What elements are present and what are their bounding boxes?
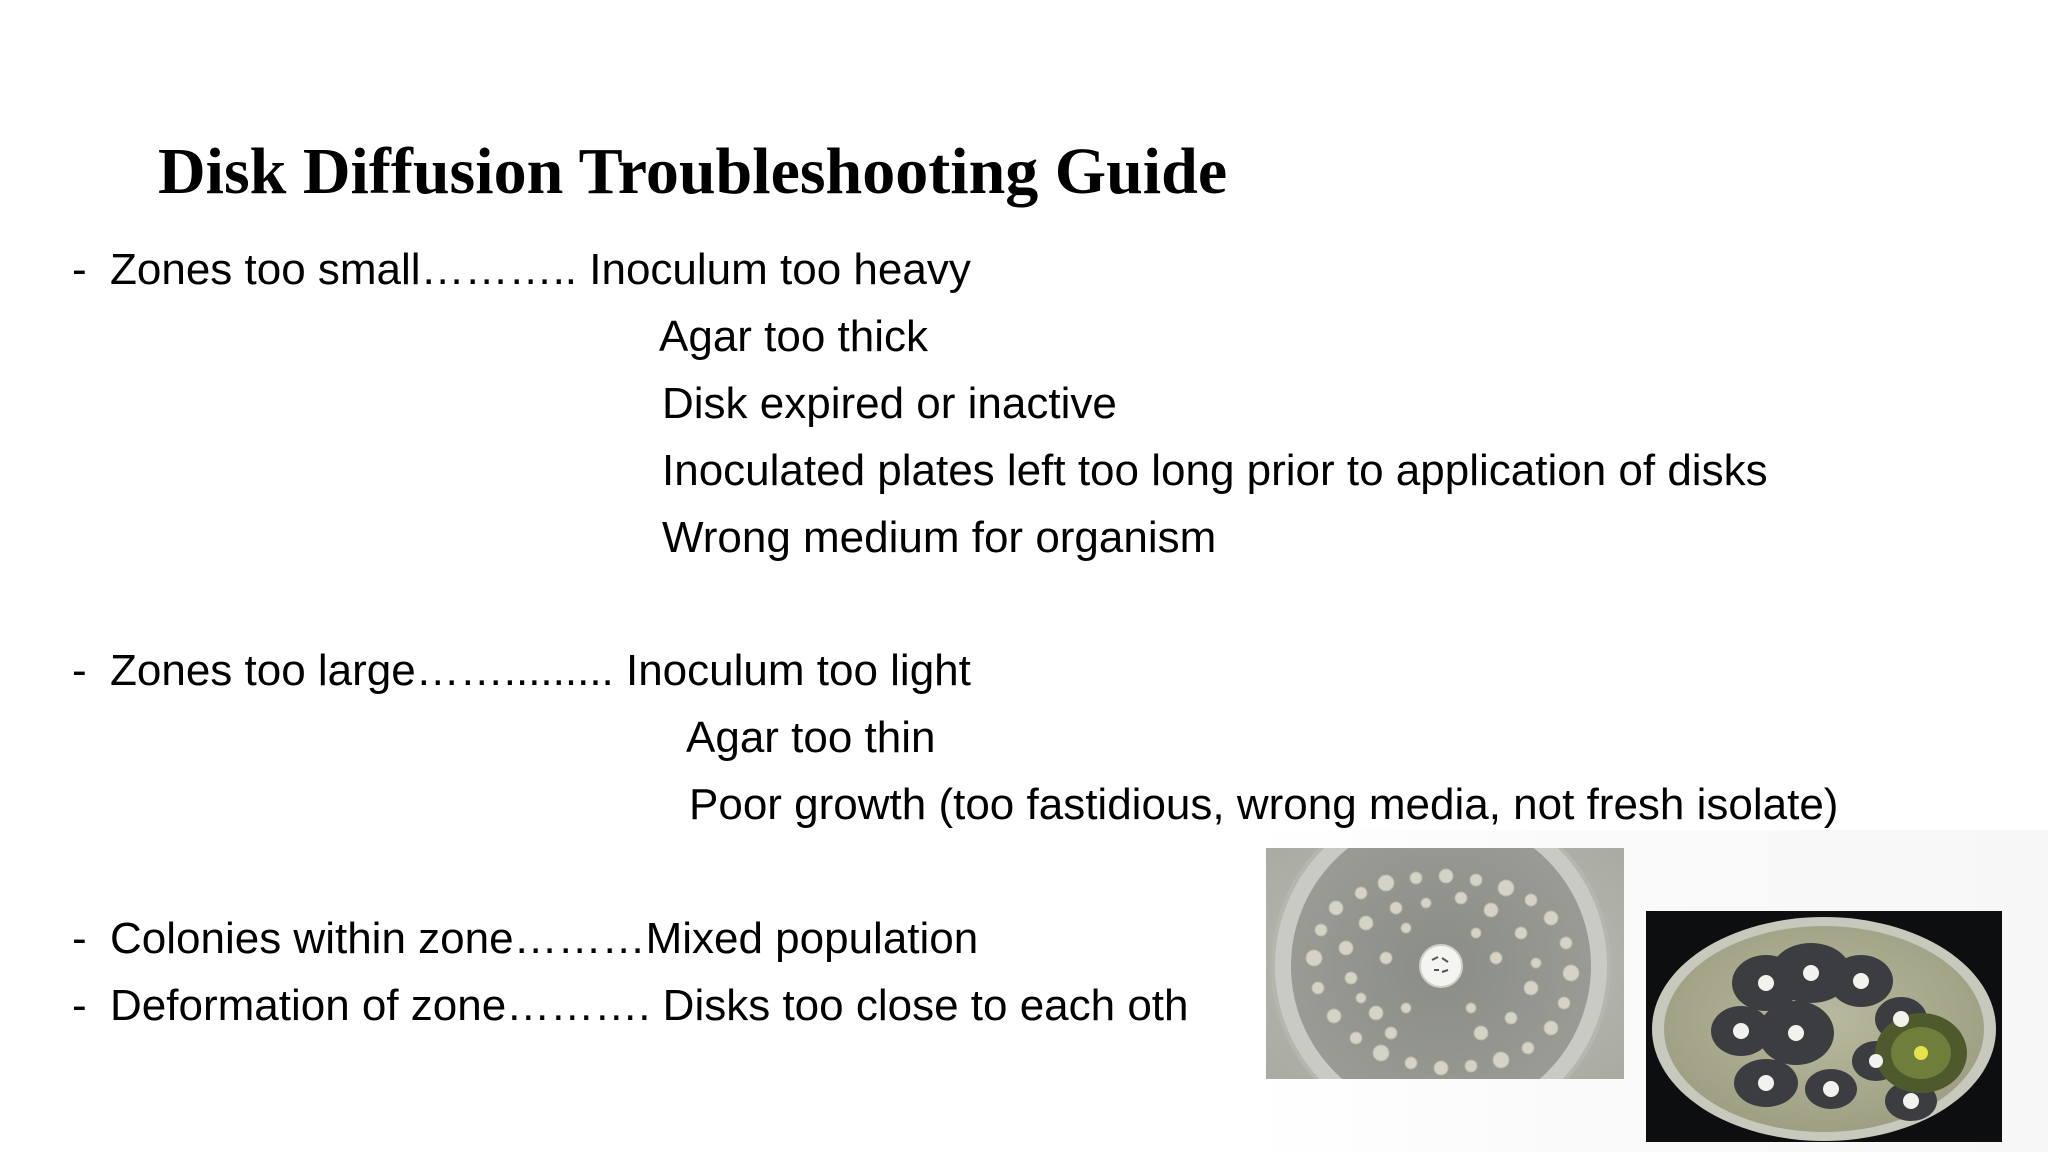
colonies-within-zone-line: Colonies within zone………Mixed population	[110, 914, 979, 963]
zones-too-small-line: Zones too small……….. Inoculum too heavy	[110, 245, 971, 294]
cause-agar-too-thin: Agar too thin	[686, 713, 936, 762]
petri-dish-colonies-photo	[1266, 848, 1624, 1079]
antibiotic-disk-plate-photo	[1646, 911, 2002, 1142]
bullet-dash: -	[72, 981, 87, 1030]
zones-too-large-line: Zones too large……......... Inoculum too light	[110, 646, 971, 695]
cause-poor-growth: Poor growth (too fastidious, wrong media, not fresh isolate)	[689, 780, 1839, 829]
cause-wrong-medium: Wrong medium for organism	[662, 513, 1217, 562]
bullet-dash: -	[72, 646, 87, 695]
deformation-of-zone-line: Deformation of zone………. Disks too close to each oth	[110, 981, 1189, 1030]
cause-disk-expired: Disk expired or inactive	[662, 379, 1117, 428]
cause-agar-too-thick: Agar too thick	[659, 312, 929, 361]
bullet-dash: -	[72, 245, 87, 294]
cause-plates-left-too-long: Inoculated plates left too long prior to application of disks	[662, 446, 1768, 495]
slide-title: Disk Diffusion Troubleshooting Guide	[158, 135, 1228, 208]
bullet-dash: -	[72, 914, 87, 963]
